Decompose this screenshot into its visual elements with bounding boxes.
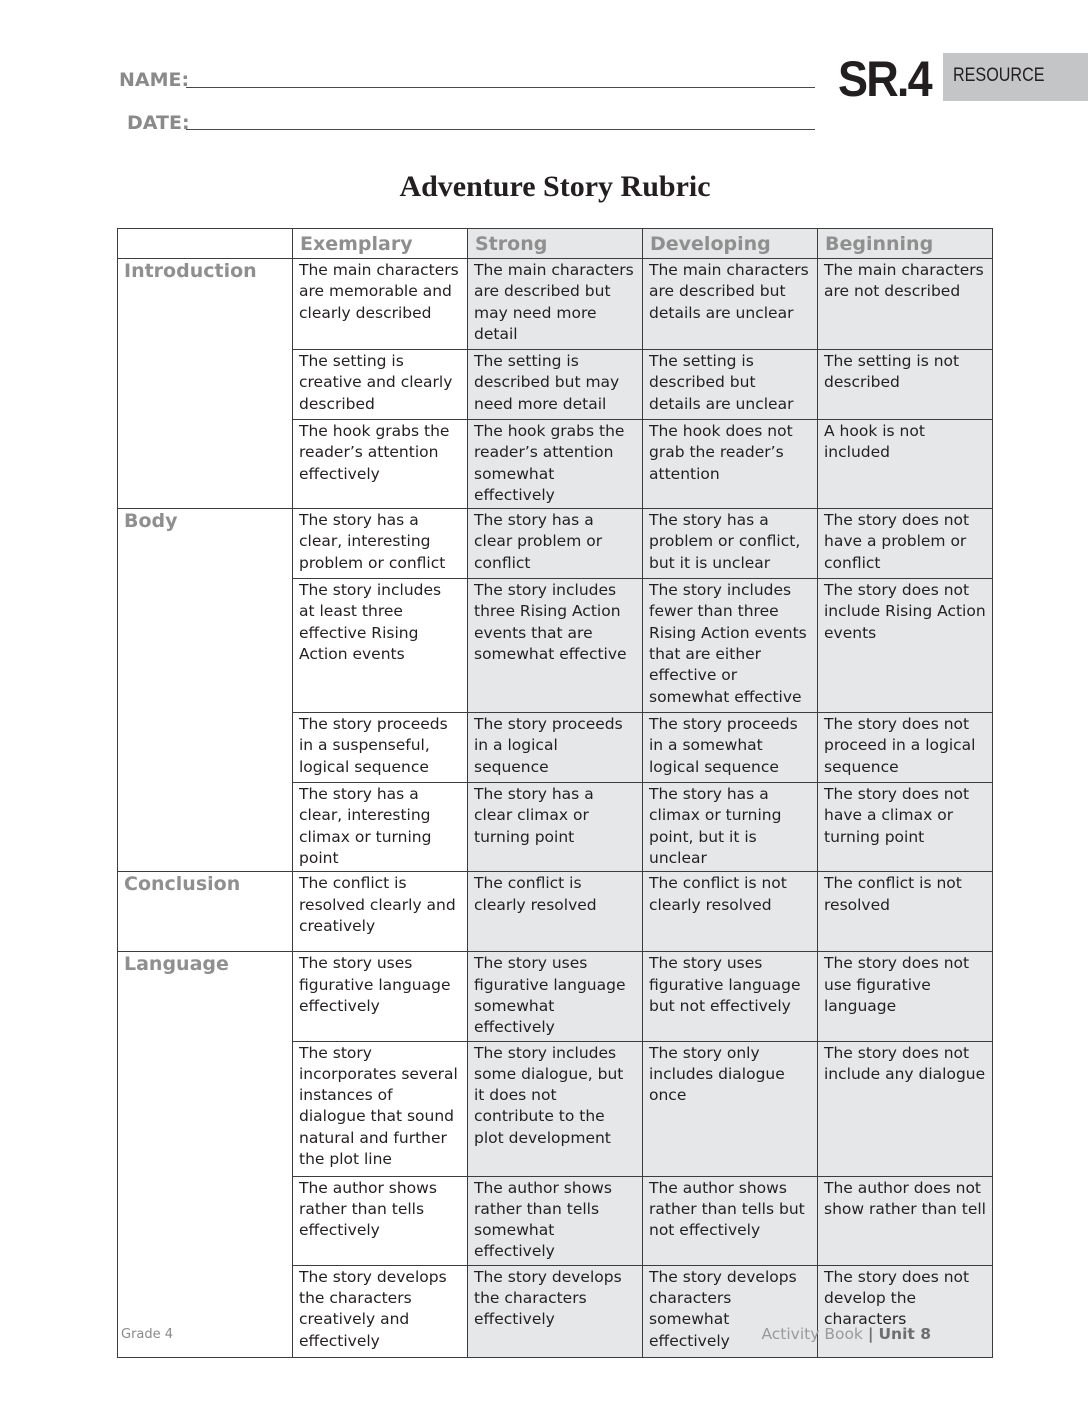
name-line[interactable]: [186, 87, 815, 88]
rubric-cell: The story only includes dialogue once: [643, 1041, 818, 1176]
rubric-cell: The story develops the characters effectively: [468, 1265, 643, 1357]
rubric-cell: The story uses figurative language effectively: [293, 952, 468, 1041]
rubric-cell: The author shows rather than tells but not effectively: [643, 1176, 818, 1265]
rubric-cell: The story includes at least three effective Rising Action events: [293, 579, 468, 713]
rubric-cell: The hook does not grab the reader’s attention: [643, 420, 818, 509]
rubric-cell: The main characters are described but may need more detail: [468, 259, 643, 350]
header-exemplary: Exemplary: [293, 229, 468, 259]
rubric-cell: The story uses figurative language but not effectively: [643, 952, 818, 1041]
rubric-cell: The hook grabs the reader’s attention somewhat effectively: [468, 420, 643, 509]
rubric-cell: The story has a problem or conflict, but it is unclear: [643, 509, 818, 579]
header-beginning: Beginning: [818, 229, 993, 259]
rubric-cell: The conflict is resolved clearly and creatively: [293, 872, 468, 952]
rubric-cell: The main characters are not described: [818, 259, 993, 350]
rubric-cell: The story develops characters somewhat effectively: [643, 1265, 818, 1357]
resource-tab: [943, 53, 1088, 101]
rubric-cell: The story does not proceed in a logical sequence: [818, 713, 993, 783]
rubric-cell: The setting is described but may need more detail: [468, 350, 643, 420]
footer-separator: |: [867, 1325, 874, 1343]
rubric-cell: The story proceeds in a suspenseful, logical sequence: [293, 713, 468, 783]
category-conclusion: Conclusion: [118, 872, 293, 952]
rubric-cell: The story has a clear climax or turning point: [468, 783, 643, 872]
rubric-cell: The story does not develop the characters: [818, 1265, 993, 1357]
rubric-cell: The story proceeds in a somewhat logical sequence: [643, 713, 818, 783]
resource-label: RESOURCE: [953, 65, 1045, 86]
footer-book: Activity Book: [761, 1325, 863, 1343]
rubric-cell: The story has a clear problem or conflict: [468, 509, 643, 579]
rubric-cell: The conflict is clearly resolved: [468, 872, 643, 952]
table-row: [118, 952, 993, 1041]
page-title: Adventure Story Rubric: [399, 170, 711, 203]
rubric-cell: The conflict is not clearly resolved: [643, 872, 818, 952]
date-label: DATE:: [127, 112, 190, 134]
rubric-table: [117, 228, 993, 1358]
rubric-cell: The story has a clear, interesting problem or conflict: [293, 509, 468, 579]
rubric-cell: The main characters are memorable and clearly described: [293, 259, 468, 350]
rubric-cell: The setting is not described: [818, 350, 993, 420]
rubric-cell: The story does not include any dialogue: [818, 1041, 993, 1176]
rubric-cell: The story uses figurative language somewhat effectively: [468, 952, 643, 1041]
category-body: Body: [118, 509, 293, 872]
footer-book-unit: [761, 1325, 931, 1343]
resource-code: SR.4: [838, 51, 931, 107]
header-strong: Strong: [468, 229, 643, 259]
header-row: [118, 229, 993, 259]
rubric-cell: The story includes some dialogue, but it does not contribute to the plot development: [468, 1041, 643, 1176]
rubric-cell: The main characters are described but details are unclear: [643, 259, 818, 350]
rubric-cell: The setting is described but details are unclear: [643, 350, 818, 420]
footer-grade: Grade 4: [121, 1327, 174, 1342]
table-row: [118, 509, 993, 579]
rubric-cell: The story has a clear, interesting climax or turning point: [293, 783, 468, 872]
rubric-cell: The author shows rather than tells effectively: [293, 1176, 468, 1265]
category-introduction: Introduction: [118, 259, 293, 509]
rubric-cell: The setting is creative and clearly described: [293, 350, 468, 420]
rubric-cell: The story develops the characters creatively and effectively: [293, 1265, 468, 1357]
header-developing: Developing: [643, 229, 818, 259]
table-row: [118, 259, 993, 350]
date-line[interactable]: [186, 129, 815, 130]
rubric-cell: The story proceeds in a logical sequence: [468, 713, 643, 783]
rubric-cell: The hook grabs the reader’s attention effectively: [293, 420, 468, 509]
rubric-cell: A hook is not included: [818, 420, 993, 509]
name-label: NAME:: [119, 69, 190, 91]
rubric-cell: The story does not use figurative language: [818, 952, 993, 1041]
rubric-cell: The story does not have a climax or turning point: [818, 783, 993, 872]
rubric-cell: The story incorporates several instances of dialogue that sound natural and further the plot line: [293, 1041, 468, 1176]
footer-unit: Unit 8: [878, 1325, 931, 1343]
category-language: Language: [118, 952, 293, 1357]
rubric-cell: The author does not show rather than tell: [818, 1176, 993, 1265]
rubric-cell: The author shows rather than tells somewhat effectively: [468, 1176, 643, 1265]
rubric-cell: The story has a climax or turning point, but it is unclear: [643, 783, 818, 872]
rubric-cell: The story includes fewer than three Rising Action events that are either effective or somewhat effective: [643, 579, 818, 713]
table-row: [118, 872, 993, 952]
rubric-cell: The story includes three Rising Action events that are somewhat effective: [468, 579, 643, 713]
rubric-cell: The story does not have a problem or conflict: [818, 509, 993, 579]
header-blank: [118, 229, 293, 259]
rubric-cell: The story does not include Rising Action events: [818, 579, 993, 713]
rubric-cell: The conflict is not resolved: [818, 872, 993, 952]
